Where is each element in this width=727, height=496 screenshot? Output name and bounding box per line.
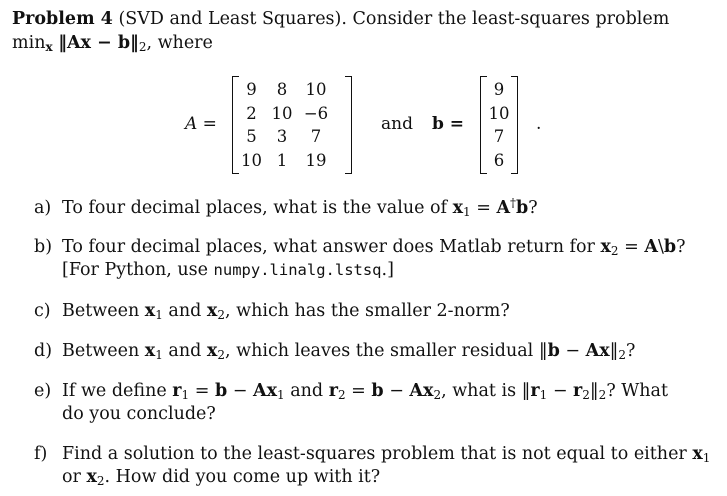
min-operator: $\min_x$ [12, 33, 53, 54]
question-letter: f) [34, 444, 48, 464]
matrix-cell: 5 [246, 127, 257, 146]
question-a: a) To four decimal places, what is the value of $x_1 = A^\dagger b$? [34, 196, 538, 219]
matrix-a [232, 76, 352, 174]
matrix-cell: 8 [276, 80, 288, 99]
vector-cell: 9 [493, 80, 505, 99]
norm-expression: ‖Ax − b‖ [58, 33, 139, 53]
norm-subscript: 2 [138, 40, 147, 54]
problem-label: Problem 4 [12, 9, 113, 29]
matrix-cell: 3 [276, 127, 288, 146]
matrix-cell: 9 [246, 80, 257, 99]
question-c: c) Between $x_1$ and $x_2$, which has the smaller 2-norm? [34, 301, 510, 322]
question-letter: a) [34, 198, 52, 218]
vector-b [480, 76, 518, 174]
vector-cell: 6 [493, 150, 505, 170]
code-snippet: numpy.linalg.lstsq [213, 261, 382, 279]
matrix-cell: 7 [310, 127, 322, 146]
question-e: e) If we define $r_1 = b - Ax_1$ and $r_2 = b - Ax_2$, what is $‖r_1$ − $r_2‖_2$? What do you conclude? [34, 381, 668, 424]
matrix-cell: 10 [271, 103, 293, 123]
question-b: b) To four decimal places, what answer does Matlab return for $x_2$ = A\b? [For Python, use numpy.linalg.lstsq.] [34, 237, 686, 280]
vector-cell: 10 [488, 103, 510, 123]
matrix-cell: 2 [246, 103, 257, 123]
question-letter: e) [34, 381, 52, 401]
vector-b-label: b = [432, 114, 465, 134]
vector-cell: 7 [493, 127, 505, 146]
display-period: . [536, 114, 542, 134]
question-letter: c) [34, 301, 51, 321]
problem-statement [12, 7, 717, 55]
question-f: f) Find a solution to the least-squares problem that is not equal to either $x_1$ or $x_2$. How did you come up with it? [34, 444, 711, 488]
problem-sentence: Consider the least-squares problem [352, 9, 670, 29]
matrix-row [238, 125, 333, 149]
matrix-cell: 19 [305, 150, 327, 170]
and-connector: and [381, 114, 413, 134]
matrix-row [238, 78, 333, 102]
where-text: , where [146, 33, 213, 53]
matrix-display [0, 76, 727, 176]
matrix-cell: 10 [241, 150, 262, 170]
question-letter: b) [34, 237, 53, 257]
right-bracket [345, 76, 352, 174]
problem-title: (SVD and Least Squares). [118, 9, 347, 29]
right-bracket [511, 76, 518, 174]
question-d: d) Between $x_1$ and $x_2$, which leaves the smaller residual ‖b − $Ax‖_2$? [34, 341, 636, 362]
matrix-cell: 1 [276, 150, 288, 170]
matrix-cell: −6 [303, 103, 329, 123]
matrix-row [238, 102, 333, 126]
question-letter: d) [34, 341, 53, 361]
matrix-cell: 10 [305, 80, 327, 99]
matrix-row [238, 149, 333, 173]
matrix-a-label: A = [185, 114, 217, 134]
